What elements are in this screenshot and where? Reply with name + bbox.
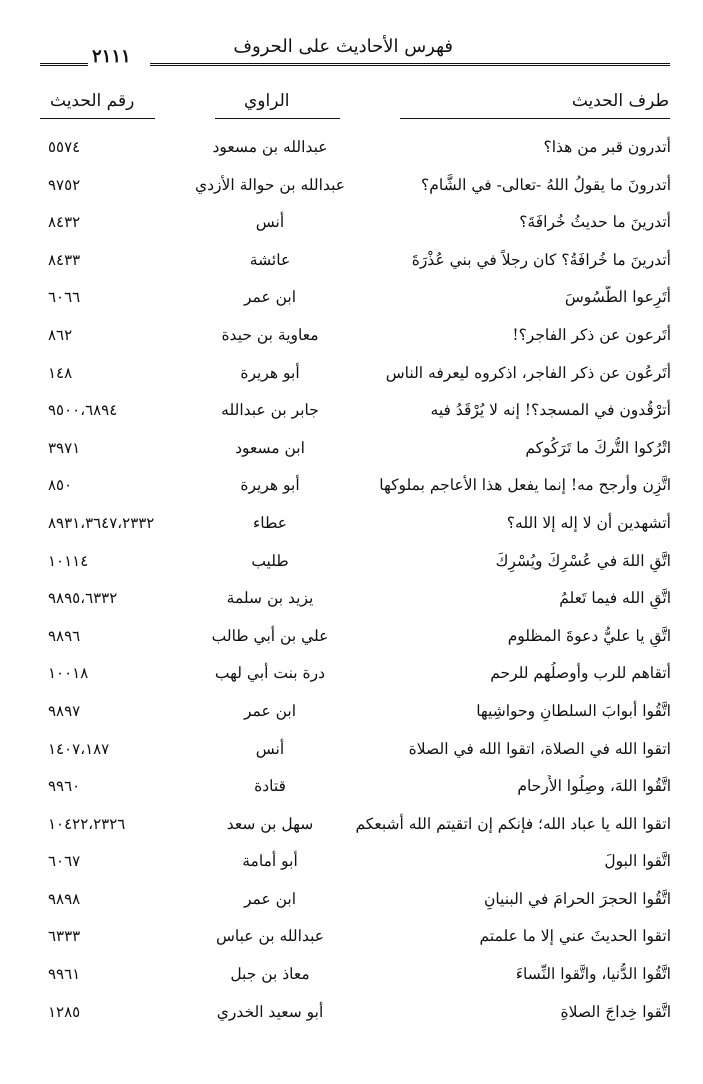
- hadith-text: اتقوا الله يا عباد الله؛ فإنكم إن اتقيتم الله أشبعكم: [355, 814, 671, 833]
- hadith-text: اتَّزِن وأَرجح مه! إنما يفعل هذا الأعاجم بملوكها: [379, 476, 671, 495]
- hadith-number: ٩٩٦١: [48, 965, 81, 984]
- hadith-number: ١٤٠٧،١٨٧: [48, 739, 110, 758]
- narrator-name: سهل بن سعد: [226, 814, 314, 833]
- hadith-text: اتَّقُوا اللهَ، وصِلُوا الأَرحام: [517, 777, 671, 796]
- hadith-number: ٣٩٧١: [48, 438, 81, 457]
- narrator-name: أنس: [255, 739, 285, 758]
- index-row: [0, 431, 703, 469]
- hadith-number: ١٠٤٢٢،٢٣٢٦: [48, 814, 126, 833]
- hadith-number: ٨٤٣٣: [48, 250, 81, 269]
- narrator-name: درة بنت أبي لهب: [214, 664, 326, 683]
- index-row: [0, 619, 703, 657]
- hadith-text: أَتَرعون عن ذكر الفاجر؟!: [512, 325, 671, 344]
- index-row: [0, 919, 703, 957]
- index-rows: [0, 130, 703, 1032]
- column-underline-narrator: [215, 118, 340, 120]
- narrator-name: أبو أمامة: [242, 852, 298, 871]
- hadith-text: أتشهدين أن لا إله إلا الله؟: [506, 513, 671, 532]
- narrator-name: عبدالله بن حوالة الأزدي: [194, 175, 346, 194]
- narrator-name: يزيد بن سلمة: [226, 589, 314, 608]
- column-header-hadith: طرف الحديث: [571, 91, 669, 111]
- narrator-name: جابر بن عبدالله: [221, 401, 319, 420]
- index-row: [0, 506, 703, 544]
- narrator-name: عائشة: [249, 250, 291, 269]
- hadith-number: ٨٦٢: [48, 325, 73, 344]
- column-underline-number: [40, 118, 155, 120]
- hadith-text: اتَّقِ يا عليُّ دعوةَ المظلوم: [507, 626, 671, 645]
- hadith-text: أتدرينَ ما حديثُ خُرافَةَ؟: [519, 213, 671, 232]
- hadith-text: اتَّقوا البولَ: [604, 852, 671, 871]
- hadith-text: اتَّقُوا الحجرَ الحرامَ في البنيانِ: [483, 889, 671, 908]
- narrator-name: أبو سعيد الخدري: [216, 1002, 324, 1021]
- index-row: [0, 356, 703, 394]
- hadith-number: ٩٨٩٥،٦٣٣٢: [48, 589, 118, 608]
- index-row: [0, 581, 703, 619]
- index-row: [0, 769, 703, 807]
- column-header-narrator: الراوي: [244, 91, 290, 111]
- hadith-text: اتقوا الله في الصلاة، اتقوا الله في الصلاة: [408, 739, 671, 758]
- index-row: [0, 393, 703, 431]
- index-row: [0, 995, 703, 1033]
- hadith-number: ٨٩٣١،٣٦٤٧،٢٣٣٢: [48, 513, 155, 532]
- hadith-number: ٩٨٩٧: [48, 701, 81, 720]
- hadith-text: اتْرُكوا التُّركَ ما تَرَكُوكم: [525, 438, 671, 457]
- hadith-text: اتَّقوا خِداجَ الصلاةِ: [560, 1002, 671, 1021]
- index-row: [0, 957, 703, 995]
- narrator-name: معاذ بن جبل: [230, 965, 310, 984]
- column-header-number: رقم الحديث: [50, 91, 135, 111]
- narrator-name: طليب: [251, 551, 289, 570]
- hadith-text: أَترْقُدون في المسجد؟! إنه لا يُرْقَدُ فيه: [430, 401, 671, 420]
- index-row: [0, 243, 703, 281]
- index-row: [0, 318, 703, 356]
- hadith-number: ٦٠٦٧: [48, 852, 81, 871]
- hadith-text: أتدرون قبر من هذا؟: [543, 138, 671, 156]
- hadith-number: ٩٧٥٢: [48, 175, 81, 194]
- hadith-text: اتَّقُوا الدُّنيا، واتَّقوا النِّساءَ: [515, 965, 671, 984]
- index-row: [0, 280, 703, 318]
- hadith-number: ١٠٠١٨: [48, 664, 89, 683]
- index-row: [0, 656, 703, 694]
- hadith-number: ٥٥٧٤: [48, 138, 81, 156]
- narrator-name: عبدالله بن مسعود: [212, 138, 328, 156]
- index-row: [0, 882, 703, 920]
- index-row: [0, 544, 703, 582]
- index-row: [0, 205, 703, 243]
- index-row: [0, 130, 703, 168]
- hadith-text: أتقاهم للرب وأوصلُهم للرحم: [490, 664, 671, 683]
- hadith-number: ١٤٨: [48, 363, 73, 382]
- index-row: [0, 732, 703, 770]
- hadith-text: اتَّقُوا أبوابَ السلطانِ وحواشِيها: [476, 701, 671, 720]
- header-rule-right: [150, 63, 670, 69]
- hadith-text: أتدرينَ ما خُرافَةُ؟ كان رجلاً في بني عُذْرَةَ: [411, 250, 671, 269]
- narrator-name: ابن عمر: [243, 701, 297, 720]
- hadith-number: ٩٨٩٨: [48, 889, 81, 908]
- hadith-number: ٩٩٦٠: [48, 777, 81, 796]
- narrator-name: ابن عمر: [243, 288, 297, 307]
- index-row: [0, 844, 703, 882]
- index-row: [0, 694, 703, 732]
- page-number: ٢١١١: [92, 46, 131, 67]
- hadith-number: ٩٥٠٠،٦٨٩٤: [48, 401, 118, 420]
- hadith-number: ٦٣٣٣: [48, 927, 81, 946]
- header-rule-left: [40, 63, 88, 69]
- hadith-text: اتَّقِ الله فيما تَعلمُ: [559, 589, 671, 608]
- index-row: [0, 468, 703, 506]
- narrator-name: أبو هريرة: [240, 476, 300, 495]
- narrator-name: عبدالله بن عباس: [215, 927, 325, 946]
- hadith-text: اتقوا الحديثَ عني إلا ما علمتم: [479, 927, 671, 946]
- narrator-name: أبو هريرة: [240, 363, 300, 382]
- hadith-text: أتدرونَ ما يقولُ اللهُ -تعالى- في الشَّام؟: [421, 175, 671, 194]
- hadith-number: ١٢٨٥: [48, 1002, 81, 1021]
- narrator-name: علي بن أبي طالب: [211, 626, 329, 645]
- narrator-name: قتادة: [254, 777, 286, 796]
- column-underline-hadith: [400, 118, 670, 120]
- hadith-number: ٨٤٣٢: [48, 213, 81, 232]
- hadith-number: ٨٥٠: [48, 476, 73, 495]
- narrator-name: معاوية بن حيدة: [221, 325, 319, 344]
- hadith-text: اتَّقِ اللهَ في عُسْرِكَ ويُسْرِكَ: [495, 551, 671, 570]
- hadith-number: ٩٨٩٦: [48, 626, 81, 645]
- narrator-name: ابن عمر: [243, 889, 297, 908]
- narrator-name: أنس: [255, 213, 285, 232]
- page-title: فهرس الأحاديث على الحروف: [233, 36, 453, 57]
- hadith-text: أَتَرعُون عن ذكر الفاجر، اذكروه ليعرفه الناس: [385, 363, 671, 382]
- hadith-text: أَتَرِعوا الطُّسُوسَ: [564, 288, 671, 307]
- narrator-name: ابن مسعود: [235, 438, 305, 457]
- hadith-number: ١٠١١٤: [48, 551, 89, 570]
- index-row: [0, 807, 703, 845]
- index-row: [0, 168, 703, 206]
- hadith-number: ٦٠٦٦: [48, 288, 81, 307]
- narrator-name: عطاء: [253, 513, 287, 532]
